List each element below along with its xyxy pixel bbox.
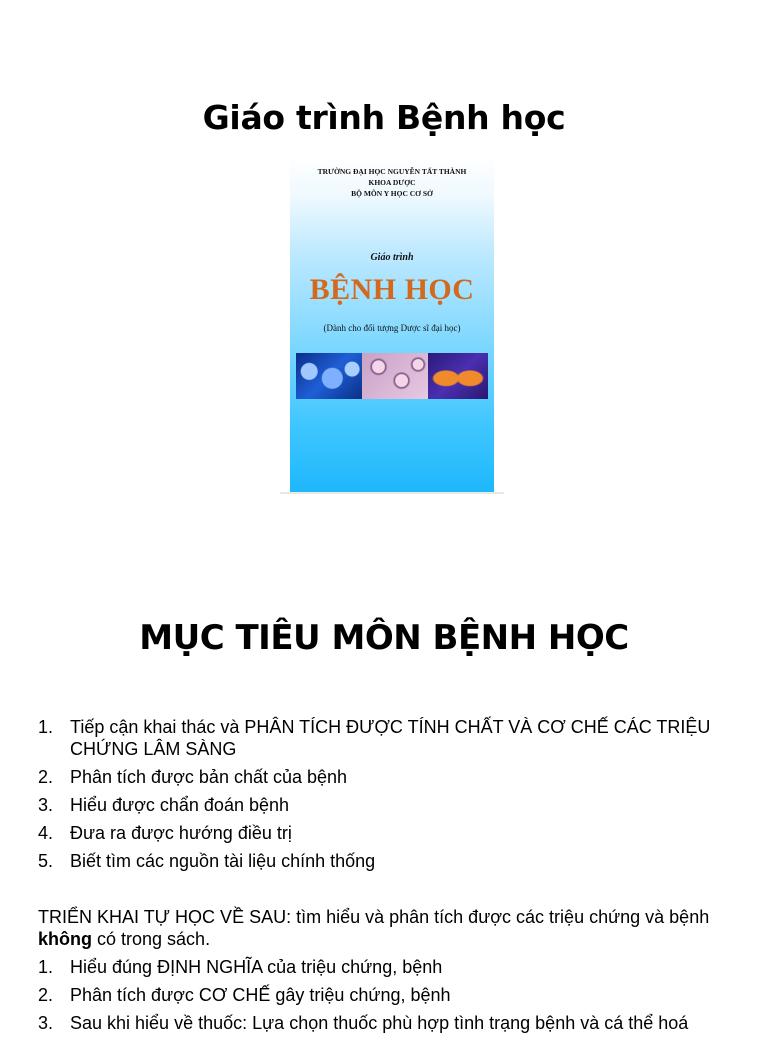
list-item-text: Biết tìm các nguồn tài liệu chính thống [70,851,376,871]
list-item-number: 2. [38,985,54,1005]
intro-text: TRIỂN KHAI TỰ HỌC VỀ SAU: tìm hiểu và phân tích được các triệu chứng và bệnh [38,907,710,927]
list-item-text: Sau khi hiểu về thuốc: Lựa chọn thuốc phù hợp tình trạng bệnh và cá thể hoá [70,1013,689,1033]
list-item-text: Hiểu được chẩn đoán bệnh [70,795,290,815]
cover-book-title: BỆNH HỌC [309,273,475,306]
list-item [38,716,738,760]
list-item-number: 5. [38,851,54,871]
page-title: Giáo trình Bệnh học [202,98,566,137]
tissue-image [362,353,428,399]
list-item [38,850,738,872]
list-item [38,956,738,978]
list-item-text: Tiếp cận khai thác và PHÂN TÍCH ĐƯỢC TÍNH CHẤT VÀ CƠ CHẾ CÁC TRIỆU CHỨNG LÂM SÀNG [70,717,711,759]
list-item-text: Phân tích được bản chất của bệnh [70,767,348,787]
cover-department: BỘ MÔN Y HỌC CƠ SỞ [351,189,433,198]
self-study-list [38,956,738,1040]
list-item-number: 3. [38,1013,54,1033]
list-item [38,766,738,788]
list-item-text: Đưa ra được hướng điều trị [70,823,292,843]
list-item-number: 1. [38,717,54,737]
cells-image [296,353,362,399]
list-item [38,794,738,816]
list-item-text: Phân tích được CƠ CHẾ gây triệu chứng, bệnh [70,985,451,1005]
objectives-list [38,716,738,878]
self-study-intro [38,906,738,950]
list-item [38,1012,738,1034]
list-item [38,822,738,844]
kidney-image [428,353,488,399]
section-title: MỤC TIÊU MÔN BỆNH HỌC [139,618,629,658]
cover-shadow [280,492,504,494]
list-item-number: 2. [38,767,54,787]
cover-faculty: KHOA DƯỢC [368,178,416,187]
list-item [38,984,738,1006]
intro-bold-text: không [38,929,92,949]
intro-text-end: có trong sách. [92,929,211,949]
list-item-text: Hiểu đúng ĐỊNH NGHĨA của triệu chứng, bệnh [70,957,443,977]
list-item-number: 4. [38,823,54,843]
cover-subtitle: (Dành cho đối tượng Dược sĩ đại học) [323,323,461,333]
list-item-number: 3. [38,795,54,815]
cover-label: Giáo trình [370,252,414,263]
list-item-number: 1. [38,957,54,977]
book-cover [290,157,494,493]
cover-university: TRƯỜNG ĐẠI HỌC NGUYỄN TẤT THÀNH [317,167,467,176]
